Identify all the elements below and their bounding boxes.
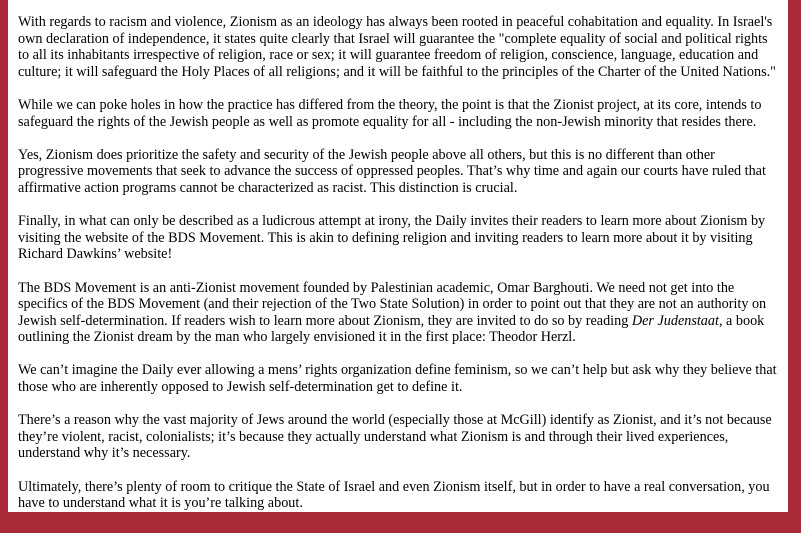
article-paragraph: Ultimately, there’s plenty of room to critique the State of Israel and even Zionism itself, but in order to have a real conversation, you have to understand what it is you’re talking about. (18, 478, 770, 512)
article-body (8, 0, 788, 512)
article-page (8, 0, 788, 512)
article-paragraph: With regards to racism and violence, Zionism as an ideology has always been rooted in peaceful cohabitation and equality. In Israel's own declaration of independence, it states quite clearly that Israel will guarantee the "complete equality of social and political rights to all its inhabitants irrespective of religion, race or sex; it will guarantee freedom of religion, conscience, language, education and culture; it will safeguard the Holy Places of all religions; and it will be faithful to the principles of the Charter of the United Nations." (18, 14, 776, 80)
article-paragraph: There’s a reason why the vast majority of Jews around the world (especially those at McGill) identify as Zionist, and it’s not because they’re violent, racist, colonialists; it’s because they actually understand what Zionism is and through their lived experiences, understand why it’s necessary. (18, 412, 772, 462)
article-paragraph: Finally, in what can only be described as a ludicrous attempt at irony, the Daily invites their readers to learn more about Zionism by visiting the website of the BDS Movement. This is akin to defining religion and inviting readers to learn more about it by visiting Richard Dawkins’ website! (18, 213, 766, 263)
article-paragraph: While we can poke holes in how the practice has differed from the theory, the point is that the Zionist project, at its core, intends to safeguard the rights of the Jewish people as well as promote equality for all - including the non-Jewish minority that resides there. (18, 96, 762, 130)
paragraph-text: The BDS Movement is an anti-Zionist movement founded by Palestinian academic, Omar Barghouti. We need not get into the specifics of the BDS Movement (and their rejection of the Two State Solution) in order to point out that they are not an authority on Jewish self-determination. If readers wish to learn more about Zionism, they are invited to do so by reading (18, 279, 767, 329)
article-paragraph: We can’t imagine the Daily ever allowing a mens’ rights organization define feminism, so we can’t help but ask why they believe that those who are inherently opposed to Jewish self-determination get to define it. (18, 362, 777, 396)
book-title: Der Judenstaat (631, 312, 719, 329)
article-paragraph (18, 280, 778, 346)
article-paragraph: Yes, Zionism does prioritize the safety and security of the Jewish people above all others, but this is no different than other progressive movements that seek to advance the success of oppressed peoples. That’s why time and again our courts have ruled that affirmative action programs cannot be characterized as racist. This distinction is crucial. (18, 146, 766, 196)
paragraph-text: , a book outlining the Zionist dream by the man who largely envisioned it in the first place: Theodor Herzl. (18, 312, 765, 346)
